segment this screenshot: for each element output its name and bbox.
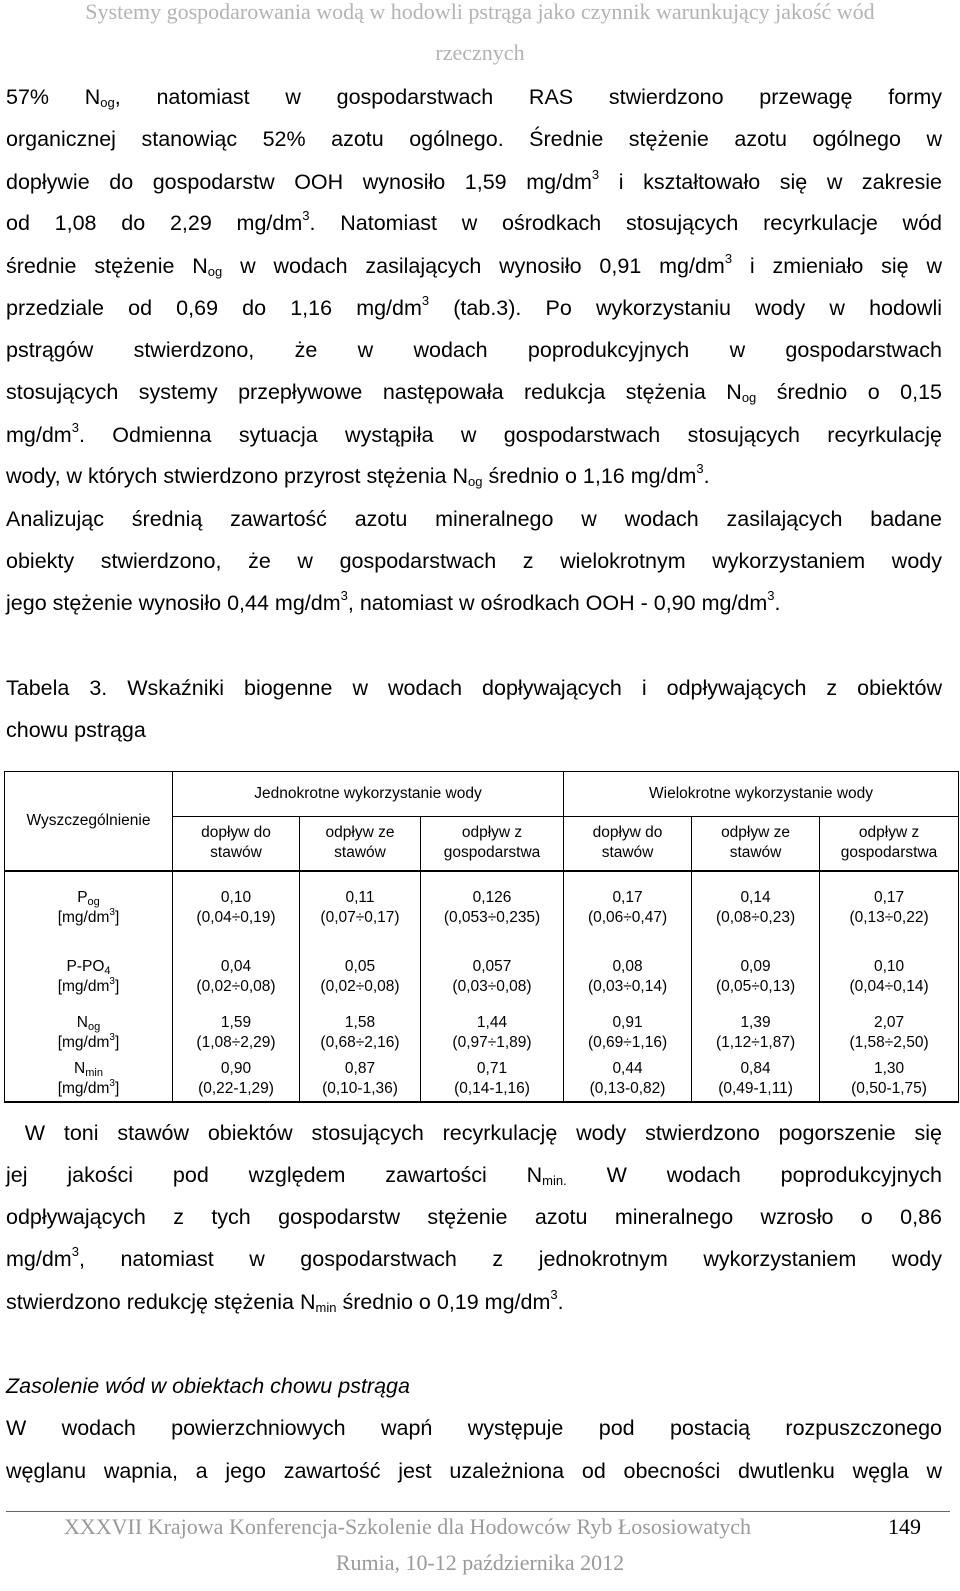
text-line: W toni stawów obiektów stosujących recyrkulację wody stwierdzono pogorszenie się bbox=[6, 1121, 942, 1145]
table-cell: 0,87 (0,10-1,36) bbox=[300, 1057, 421, 1102]
running-header-line-1: Systemy gospodarowania wodą w hodowli pstrąga jako czynnik warunkujący jakość wód bbox=[85, 0, 875, 24]
text-line: obiekty stwierdzono, że w gospodarstwach z wielokrotnym wykorzystaniem wody bbox=[6, 549, 942, 573]
table-row bbox=[5, 1057, 959, 1102]
table-row bbox=[5, 1009, 959, 1057]
table-cell: 0,11 (0,07÷0,17) bbox=[300, 871, 421, 945]
biogenic-indicators-table bbox=[4, 771, 959, 1103]
text-line: stosujących systemy przepływowe następowała redukcja stężenia $N_{og}$ średnio o 0,15 bbox=[6, 380, 942, 405]
page-number: 149 bbox=[888, 1514, 921, 1539]
table-cell: 0,90 (0,22-1,29) bbox=[173, 1057, 300, 1102]
table-cell: 0,057 (0,03÷0,08) bbox=[421, 945, 564, 1009]
running-header-line-2: rzecznych bbox=[435, 40, 525, 65]
text-line: $mg/dm^3$, natomiast w gospodarstwach z jednokrotnym wykorzystaniem wody bbox=[6, 1244, 942, 1271]
group-header-multi-use: Wielokrotne wykorzystanie wody bbox=[564, 772, 959, 817]
table-cell: 0,17 (0,06÷0,47) bbox=[564, 871, 692, 945]
text-line: odpływających z tych gospodarstw stężenie azotu mineralnego wzrosło o 0,86 bbox=[6, 1205, 942, 1229]
text-line: 57% $N_{og}$, natomiast w gospodarstwach RAS stwierdzono przewagę formy bbox=[6, 85, 942, 110]
table-row bbox=[5, 945, 959, 1009]
row-label: $N_{min}$ $[mg/dm^3]$ bbox=[5, 1057, 173, 1102]
table-header-row bbox=[5, 772, 959, 817]
footer-place-date: Rumia, 10-12 października 2012 bbox=[335, 1550, 625, 1575]
table-cell: 0,17 (0,13÷0,22) bbox=[820, 871, 959, 945]
table-cell: 0,91 (0,69÷1,16) bbox=[564, 1009, 692, 1057]
subheader-pond-outflow: odpływ ze stawów bbox=[692, 817, 820, 871]
table-cell: 0,126 (0,053÷0,235) bbox=[421, 871, 564, 945]
table-cell: 2,07 (1,58÷2,50) bbox=[820, 1009, 959, 1057]
subheader-farm-outflow: odpływ z gospodarstwa bbox=[820, 817, 959, 871]
row-label: $P_{og}$ $[mg/dm^3]$ bbox=[5, 871, 173, 945]
text-line: wody, w których stwierdzono przyrost stężenia $N_{og}$ średnio o 1,16 $mg/dm^3$. bbox=[6, 461, 710, 489]
table-cell: 0,71 (0,14-1,16) bbox=[421, 1057, 564, 1102]
section-heading: Zasolenie wód w obiektach chowu pstrąga bbox=[6, 1374, 410, 1398]
text-line: od 1,08 do 2,29 $mg/dm^3$. Natomiast w ośrodkach stosujących recyrkulacje wód bbox=[6, 208, 942, 235]
text-line: przedziale od 0,69 do 1,16 $mg/dm^3$ (tab.3). Po wykorzystaniu wody w hodowli bbox=[6, 293, 942, 320]
text-line: węglanu wapnia, a jego zawartość jest uzależniona od obecności dwutlenku węgla w bbox=[6, 1459, 942, 1483]
text-line: pstrągów stwierdzono, że w wodach poprodukcyjnych w gospodarstwach bbox=[6, 338, 942, 362]
table-cell: 1,39 (1,12÷1,87) bbox=[692, 1009, 820, 1057]
table-cell: 0,14 (0,08÷0,23) bbox=[692, 871, 820, 945]
text-line: średnie stężenie $N_{og}$ w wodach zasilających wynosiło 0,91 $mg/dm^3$ i zmieniało się w bbox=[6, 251, 943, 279]
text-line: dopływie do gospodarstw OOH wynosiło 1,59 $mg/dm^3$ i kształtowało się w zakresie bbox=[6, 167, 942, 194]
text-line: organicznej stanowiąc 52% azotu ogólnego. Średnie stężenie azotu ogólnego w bbox=[6, 127, 942, 151]
footer-conference: XXXVII Krajowa Konferencja-Szkolenie dla Hodowców Ryb Łososiowatych bbox=[64, 1514, 752, 1539]
row-label: $N_{og}$ $[mg/dm^3]$ bbox=[5, 1009, 173, 1057]
subheader-farm-outflow: odpływ z gospodarstwa bbox=[421, 817, 564, 871]
group-header-single-use: Jednokrotne wykorzystanie wody bbox=[173, 772, 564, 817]
column-header-item: Wyszczególnienie bbox=[5, 772, 173, 871]
table-cell: 1,44 (0,97÷1,89) bbox=[421, 1009, 564, 1057]
text-line: $mg/dm^3$. Odmienna sytuacja wystąpiła w gospodarstwach stosujących recyrkulację bbox=[6, 420, 942, 447]
table-row bbox=[5, 871, 959, 945]
table-cell: 0,05 (0,02÷0,08) bbox=[300, 945, 421, 1009]
text-line: jej jakości pod względem zawartości $N_{min.}$ W wodach poprodukcyjnych bbox=[6, 1163, 942, 1188]
table-cell: 0,10 (0,04÷0,14) bbox=[820, 945, 959, 1009]
text-line: Analizując średnią zawartość azotu mineralnego w wodach zasilających badane bbox=[6, 507, 942, 531]
table-cell: 0,84 (0,49-1,11) bbox=[692, 1057, 820, 1102]
text-line: stwierdzono redukcję stężenia $N_{min}$ średnio o 0,19 $mg/dm^3$. bbox=[6, 1287, 564, 1315]
table-cell: 0,04 (0,02÷0,08) bbox=[173, 945, 300, 1009]
table-cell: 0,44 (0,13-0,82) bbox=[564, 1057, 692, 1102]
table-cell: 1,58 (0,68÷2,16) bbox=[300, 1009, 421, 1057]
caption-line: Tabela 3. Wskaźniki biogenne w wodach dopływających i odpływających z obiektów bbox=[6, 676, 942, 700]
table-cell: 0,09 (0,05÷0,13) bbox=[692, 945, 820, 1009]
caption-line: chowu pstrąga bbox=[6, 718, 146, 742]
footer-divider bbox=[6, 1511, 950, 1512]
subheader-pond-outflow: odpływ ze stawów bbox=[300, 817, 421, 871]
row-label: $P-PO_4$ $[mg/dm^3]$ bbox=[5, 945, 173, 1009]
table-cell: 0,08 (0,03÷0,14) bbox=[564, 945, 692, 1009]
subheader-inflow: dopływ do stawów bbox=[564, 817, 692, 871]
subheader-inflow: dopływ do stawów bbox=[173, 817, 300, 871]
table-cell: 0,10 (0,04÷0,19) bbox=[173, 871, 300, 945]
text-line: jego stężenie wynosiło 0,44 $mg/dm^3$, natomiast w ośrodkach OOH - 0,90 $mg/dm^3$. bbox=[6, 588, 781, 615]
table-cell: 1,59 (1,08÷2,29) bbox=[173, 1009, 300, 1057]
text-line: W wodach powierzchniowych wapń występuje pod postacią rozpuszczonego bbox=[6, 1416, 942, 1440]
table-cell: 1,30 (0,50-1,75) bbox=[820, 1057, 959, 1102]
